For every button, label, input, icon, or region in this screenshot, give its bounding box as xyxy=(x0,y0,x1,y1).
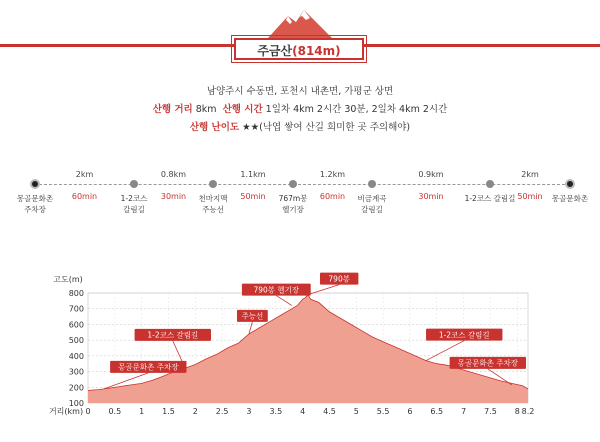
y-tick-label: 800 xyxy=(68,289,84,298)
route-node-label: 비금계곡 갈림길 xyxy=(357,194,387,214)
segment-distance: 2km xyxy=(521,170,539,179)
callout-label: 몽골문화촌 주차장 xyxy=(118,362,179,372)
route-node-label: 1-2코스 갈림길 xyxy=(464,194,516,203)
distance-time-line xyxy=(0,101,600,115)
x-tick-label: 4.5 xyxy=(323,407,336,416)
x-tick-label: 3.5 xyxy=(269,407,283,416)
segment-time: 30min xyxy=(160,192,187,201)
mountain-height: (814m) xyxy=(292,44,341,58)
mountain-name: 주금산 xyxy=(257,44,293,58)
route-node xyxy=(30,179,40,189)
route-node xyxy=(130,180,138,188)
x-tick-label: 0 xyxy=(85,407,91,416)
x-tick-label: 2 xyxy=(192,407,198,416)
route-node xyxy=(289,180,297,188)
segment-distance: 1.1km xyxy=(240,170,266,179)
x-tick-label: 8.2 xyxy=(521,407,535,416)
y-axis-label: 고도(m) xyxy=(53,275,83,284)
x-tick-label: 7.5 xyxy=(484,407,497,416)
callout-label: 790봉 xyxy=(328,274,350,284)
segment-time: 60min xyxy=(319,192,346,201)
y-tick-label: 400 xyxy=(68,351,84,361)
distance-label: 산행 거리 xyxy=(152,104,193,115)
callout-label: 1-2코스 갈림길 xyxy=(147,330,199,340)
route-node-label: 천마지맥 주능선 xyxy=(198,194,228,214)
distance-value: 8km xyxy=(195,104,217,115)
y-tick-label: 300 xyxy=(68,367,84,377)
y-tick-label: 600 xyxy=(68,320,84,330)
difficulty-line xyxy=(0,119,600,133)
x-tick-label: 1.5 xyxy=(162,407,175,416)
x-tick-label: 5.5 xyxy=(376,407,390,416)
segment-distance: 0.9km xyxy=(418,170,444,179)
x-tick-label: 5 xyxy=(353,407,359,416)
segment-time: 30min xyxy=(418,192,444,201)
x-tick-label: 8 xyxy=(514,407,520,416)
y-tick-label: 500 xyxy=(68,336,84,346)
y-tick-label: 200 xyxy=(68,383,84,393)
x-tick-label: 6 xyxy=(407,407,413,416)
segment-time: 50min xyxy=(517,192,543,201)
route-node xyxy=(209,180,217,188)
location-text: 남양주시 수동면, 포천시 내촌면, 가평군 상면 xyxy=(206,86,394,97)
x-tick-label: 1 xyxy=(139,407,145,416)
callout-label: 790봉 헬기장 xyxy=(253,285,300,295)
route-node-label: 몽골문화촌 xyxy=(551,194,589,203)
segment-distance: 1.2km xyxy=(319,170,346,179)
x-tick-label: 4 xyxy=(300,407,306,416)
page-title xyxy=(234,38,364,60)
location-line xyxy=(0,83,600,97)
time-label: 산행 시간 xyxy=(222,104,263,115)
callout-label: 1-2코스 갈림길 xyxy=(438,330,490,340)
route-node-label: 1-2코스 갈림길 xyxy=(120,194,148,214)
x-tick-label: 7 xyxy=(461,407,467,416)
route-node-label: 767m봉 헬기장 xyxy=(278,194,308,214)
segment-distance: 2km xyxy=(75,170,94,179)
x-tick-label: 3 xyxy=(246,407,252,416)
x-tick-label: 6.5 xyxy=(430,407,444,416)
y-tick-label: 700 xyxy=(68,304,84,314)
difficulty-stars: ★★ xyxy=(242,122,260,133)
route-node xyxy=(368,180,376,188)
callout-label: 주능선 xyxy=(241,311,264,321)
segment-distance: 0.8km xyxy=(160,170,187,179)
difficulty-note: (낙엽 쌓여 산길 희미한 곳 주의해야) xyxy=(259,122,411,133)
callout-label: 몽골문화촌 주차장 xyxy=(457,358,518,368)
x-tick-label: 0.5 xyxy=(108,407,122,416)
y-tick-label: 100 xyxy=(68,399,84,408)
elevation-chart xyxy=(0,255,600,442)
mountain-logo-icon xyxy=(268,8,332,38)
route-node xyxy=(565,179,575,189)
segment-time: 60min xyxy=(71,192,98,201)
segment-time: 50min xyxy=(240,192,266,201)
route-node xyxy=(486,180,494,188)
route-node-label: 몽골문화촌 주차장 xyxy=(16,194,54,214)
x-axis-label: 거리(km) xyxy=(48,407,84,416)
difficulty-label: 산행 난이도 xyxy=(189,122,240,133)
time-value: 1일차 4km 2시간 30분, 2일차 4km 2시간 xyxy=(265,104,448,115)
x-tick-label: 2.5 xyxy=(215,407,229,416)
